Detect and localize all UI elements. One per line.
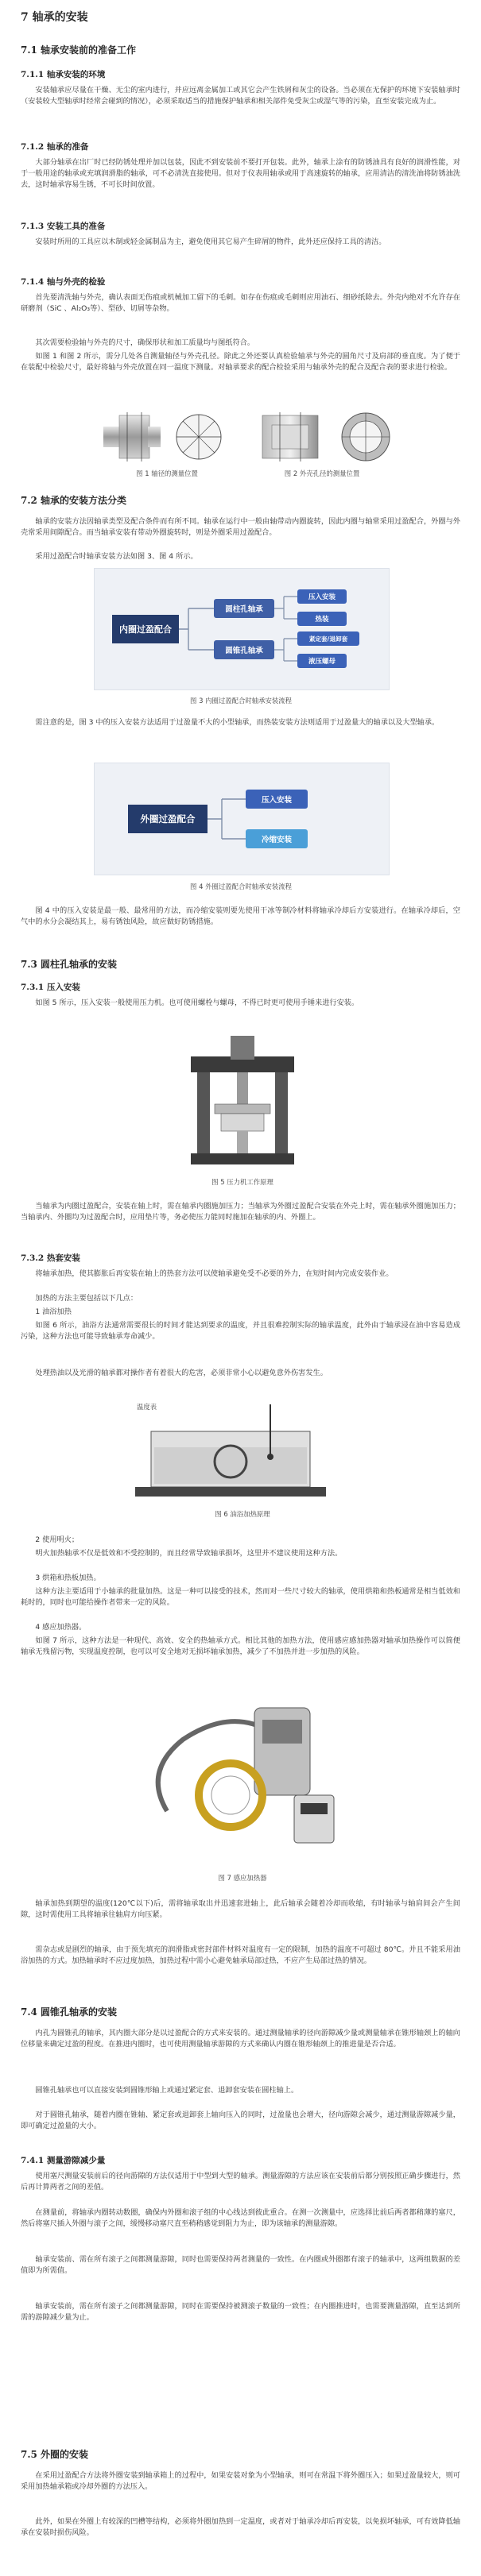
paragraph: 2 使用明火； (35, 1535, 80, 1544)
paragraph: 采用过盈配合时轴承安装方法如图 3、图 4 所示。 (35, 552, 198, 561)
paragraph: 需注意的是，图 3 中的压入安装方法适用于过盈量不大的小型轴承，而热装安装方法则适用于过盈量大的轴承以及大型轴承。 (35, 718, 440, 727)
section-7-2-heading: 7.2 轴承的安装方法分类 (21, 495, 127, 506)
figure-3-diagram (94, 568, 390, 690)
paragraph: 轴承加热到期望的温度(120℃以下)后，需将轴承取出并迅速套进轴上，此后轴承会随着冷却而收缩，有时轴承与轴肩间会产生间隙，这时需使用工具将轴承往轴肩方向压紧。 (21, 1899, 460, 1920)
shaft-diagram (103, 412, 161, 462)
figure-4-caption: 图 4 外圈过盈配合时轴承安装流程 (190, 882, 292, 890)
paragraph: 轴承安装前、需在所有滚子之间都测量游隙，同时也需要保持两者测量的一致性。在内圈或外圈都有滚子的轴承中，这两组数据的差值即为所需值。 (21, 2255, 460, 2276)
shaft-cross-section (176, 415, 221, 459)
paragraph: 加热的方法主要包括以下几点： (35, 1294, 138, 1303)
shaft-measurement-figures (103, 409, 398, 465)
adapter-sleeve-node: 紧定套/退卸套 (297, 631, 359, 646)
housing-cross-section (342, 413, 390, 461)
section-7-1-heading: 7.1 轴承安装前的准备工作 (21, 44, 137, 56)
induction-heater-figure (135, 1676, 350, 1859)
figure-5-caption: 图 5 压力机工作原理 (211, 1178, 273, 1186)
press-machine-figure (191, 1033, 294, 1172)
section-7-3-heading: 7.3 圆柱孔轴承的安装 (21, 959, 118, 970)
paragraph: 对于圆锥孔轴承，随着内圈在锥轴、紧定套或退卸套上轴向压入的同时，过盈量也会增大，径向游隙会减少，通过测量游隙减少量，即可确定过盈量的大小。 (21, 2111, 460, 2131)
paragraph: 处理热油以及光滑的轴承都对操作者有着很大的危害，必须非常小心以避免意外伤害发生。 (35, 1369, 328, 1377)
thermometer-label: 温度表 (137, 1403, 157, 1411)
paragraph: 在测量前，将轴承内圈转动数圈，确保内外圈和滚子组的中心线达到彼此重合。在测一次测量中，应选择比前后两者都稍薄的塞尺，然后将塞尺插入外圈与滚子之间，缓慢移动塞尺直至稍稍感觉到阻力为止，即为该轴承的测量游隙。 (21, 2208, 460, 2229)
tapered-bore-node: 圆锥孔轴承 (214, 640, 274, 659)
paragraph: 在采用过盈配合方法将外圈安装到轴承箱上的过程中，如果安装对象为小型轴承，则可在常温下将外圈压入；如果过盈量较大，则可采用加热轴承箱或冷却外圈的方法压入。 (21, 2471, 460, 2492)
paragraph: 其次需要检验轴与外壳的尺寸，确保形状和加工质量均与图纸符合。 (35, 338, 255, 347)
paragraph: 图 4 中的压入安装是最一般、最常用的方法，而冷缩安装则要先使用干冰等制冷材料将轴承冷却后方安装进行。在轴承冷却后，空气中的水分会凝结其上，易有锈蚀风险，故应做好防锈措施。 (21, 906, 460, 927)
figure-3-caption: 图 3 内圈过盈配合时轴承安装流程 (190, 697, 292, 705)
paragraph: 当轴承为内圈过盈配合，安装在轴上时，需在轴承内圈施加压力；当轴承为外圈过盈配合安装在外壳上时，需在轴承外圈施加压力；当轴承内、外圈均为过盈配合时，应用垫片等，务必使压力能同时施加在轴承的内、外圈上。 (21, 1202, 460, 1222)
section-7-3-1-heading: 7.3.1 压入安装 (21, 983, 80, 992)
oil-bath-figure (127, 1400, 358, 1503)
chapter-title: 7 轴承的安装 (21, 11, 88, 24)
paragraph: 轴承的安装方法因轴承类型及配合条件而有所不同。轴承在运行中一般由轴带动内圈旋转，因此内圈与轴常采用过盈配合，外圈与外壳常采用间隙配合。而当轴承安装有带动外圈旋转时，则是外圈采用过盈配合。 (21, 517, 460, 538)
figure-2-caption: 图 2 外壳孔径的测量位置 (284, 469, 360, 477)
outer-ring-fit-node: 外圈过盈配合 (128, 805, 208, 833)
paragraph: 如图 5 所示，压入安装一般使用压力机。也可使用螺栓与螺母，不得已时更可使用手锤来进行安装。 (35, 998, 359, 1007)
paragraph: 1 油浴加热 (35, 1307, 72, 1316)
paragraph: 圆锥孔轴承也可以直接安装到圆锥形轴上或通过紧定套、退卸套安装在圆柱轴上。 (35, 2086, 299, 2095)
figure-7-caption: 图 7 感应加热器 (218, 1874, 267, 1882)
paragraph: 大部分轴承在出厂时已经防锈处理并加以包装，因此不到安装前不要打开包装。此外，轴承上涂有的防锈油具有良好的润滑性能，对于一般用途的轴承或充填润滑脂的轴承，可不必清洗直接使用。但对于仪表用轴承或用于高速旋转的轴承，应用清洁的清洗油将防锈油洗去，这时轴承容易生锈，不可长时间放置。 (21, 158, 460, 190)
section-7-5-heading: 7.5 外圈的安装 (21, 2449, 89, 2460)
cylindrical-bore-node: 圆柱孔轴承 (214, 599, 274, 618)
figure-4-diagram (94, 763, 390, 875)
section-7-4-1-heading: 7.4.1 测量游隙减少量 (21, 2156, 106, 2165)
paragraph: 明火加热轴承不仅是低效和不受控制的，而且经常导致轴承损坏，这里并不建议使用这种方法。 (35, 1549, 343, 1558)
paragraph: 轴承安装前，需在所有滚子之间都测量游隙，同时在需要保持被测滚子数量的一致性；在内圈推进时，也需要测量游隙，直至达到所需的游隙减少量为止。 (21, 2302, 460, 2323)
section-7-4-heading: 7.4 圆锥孔轴承的安装 (21, 2006, 118, 2018)
paragraph: 安装时所用的工具应以木制或轻金属制品为主，避免使用其它易产生碎屑的物件，此外还应保持工具的清洁。 (35, 238, 386, 246)
figure-1-caption: 图 1 轴径的测量位置 (136, 469, 198, 477)
paragraph: 这种方法主要适用于小轴承的批量加热。这是一种可以接受的技术，然而对一些尺寸较大的轴承，使用烘箱和热板通常是相当低效和耗时的，同时也可能给操作者带来一定的风险。 (21, 1587, 460, 1608)
paragraph: 如图 1 和图 2 所示，需分几处各自测量轴径与外壳孔径。除此之外还要认真检验轴承与外壳的圆角尺寸及肩部的垂直度。为了便于在装配中检验尺寸，最好将轴与外壳放置在同一温度下测量。对轴承要求的配合检验采用与轴承外壳的配合及配合表的要求进行检验。 (21, 352, 460, 373)
paragraph: 此外，如果在外圈上有较深的凹槽等结构，必须将外圈加热到一定温度，或者对于轴承冷却后再安装，以免损坏轴承，可有效降低轴承在安装时损伤风险。 (21, 2517, 460, 2538)
hydraulic-nut-node: 液压螺母 (297, 654, 347, 668)
paragraph: 4 感应加热器。 (35, 1623, 87, 1632)
press-fit-node: 压入安装 (246, 790, 308, 809)
cold-fit-node: 冷缩安装 (246, 829, 308, 848)
shrink-fit-node: 热装 (297, 612, 347, 626)
housing-diagram (262, 412, 318, 462)
inner-ring-fit-node: 内圈过盈配合 (112, 615, 179, 643)
paragraph: 首先要清洗轴与外壳，确认表面无伤痕或机械加工留下的毛刺。如存在伤痕或毛刺则应用油石、细砂纸除去。外壳内绝对不允许存在研磨剂（SiC 、Al₂O₃等）、型砂、切屑等杂物。 (21, 293, 460, 314)
paragraph: 内孔为圆锥孔的轴承，其内圈大部分是以过盈配合的方式来安装的。通过测量轴承的径向游隙减少量或测量轴承在锥形轴颈上的轴向位移量来确定过盈的程度。在推进内圈时，也可使用测量轴承游隙的方式来确认内圈在锥形轴颈上的推进量是否合适。 (21, 2029, 460, 2049)
paragraph: 使用塞尺测量安装前后的径向游隙的方法仅适用于中型到大型的轴承。测量游隙的方法应该在安装前后都分别按照正确步骤进行，然后再计算两者之间的差值。 (21, 2172, 460, 2192)
section-7-1-3-heading: 7.1.3 安装工具的准备 (21, 222, 106, 231)
paragraph: 将轴承加热，使其膨胀后再安装在轴上的热套方法可以使轴承避免受不必要的外力，在短时间内完成安装作业。 (35, 1269, 394, 1278)
figure-6-caption: 图 6 油浴加热原理 (215, 1510, 270, 1518)
section-7-1-1-heading: 7.1.1 轴承安装的环境 (21, 70, 106, 79)
paragraph: 如图 7 所示，这种方法是一种现代、高效、安全的热轴承方式。相比其他的加热方法，使用感应感加热器对轴承加热操作可以简便轴承无残留污物，实现温度控制，也可以可安全地对无损坏轴承加热，减少了不加热并进一步加热的风险。 (21, 1636, 460, 1657)
section-7-1-2-heading: 7.1.2 轴承的准备 (21, 142, 89, 152)
paragraph: 需杂志或是剧烈的轴承，由于预先填充的润滑脂或密封部件材料对温度有一定的限制，加热的温度不可超过 80℃。并且不能采用油浴加热的方式。加热轴承时不应过度加热，加热过程中需小心避免轴承局部过热，不应产生局部过热的情况。 (21, 1945, 460, 1966)
press-fit-node: 压入安装 (297, 589, 347, 604)
paragraph: 安装轴承应尽量在干燥、无尘的室内进行，并应远离金属加工或其它会产生铁屑和灰尘的设备。当必须在无保护的环境下安装轴承时（安装较大型轴承时经常会碰到的情况），必须采取适当的措施保护轴承和相关部件免受灰尘或湿气等的污染，直至安装完成为止。 (21, 86, 460, 106)
paragraph: 如图 6 所示，油浴方法通常需要很长的时间才能达到要求的温度，并且很难控制实际的轴承温度，此外由于轴承浸在油中容易造成污染，这种方法也可能导致轴承寿命减少。 (21, 1321, 460, 1342)
section-7-3-2-heading: 7.3.2 热套安装 (21, 1253, 80, 1263)
paragraph: 3 烘箱和热板加热。 (35, 1574, 101, 1582)
section-7-1-4-heading: 7.1.4 轴与外壳的检验 (21, 277, 106, 287)
